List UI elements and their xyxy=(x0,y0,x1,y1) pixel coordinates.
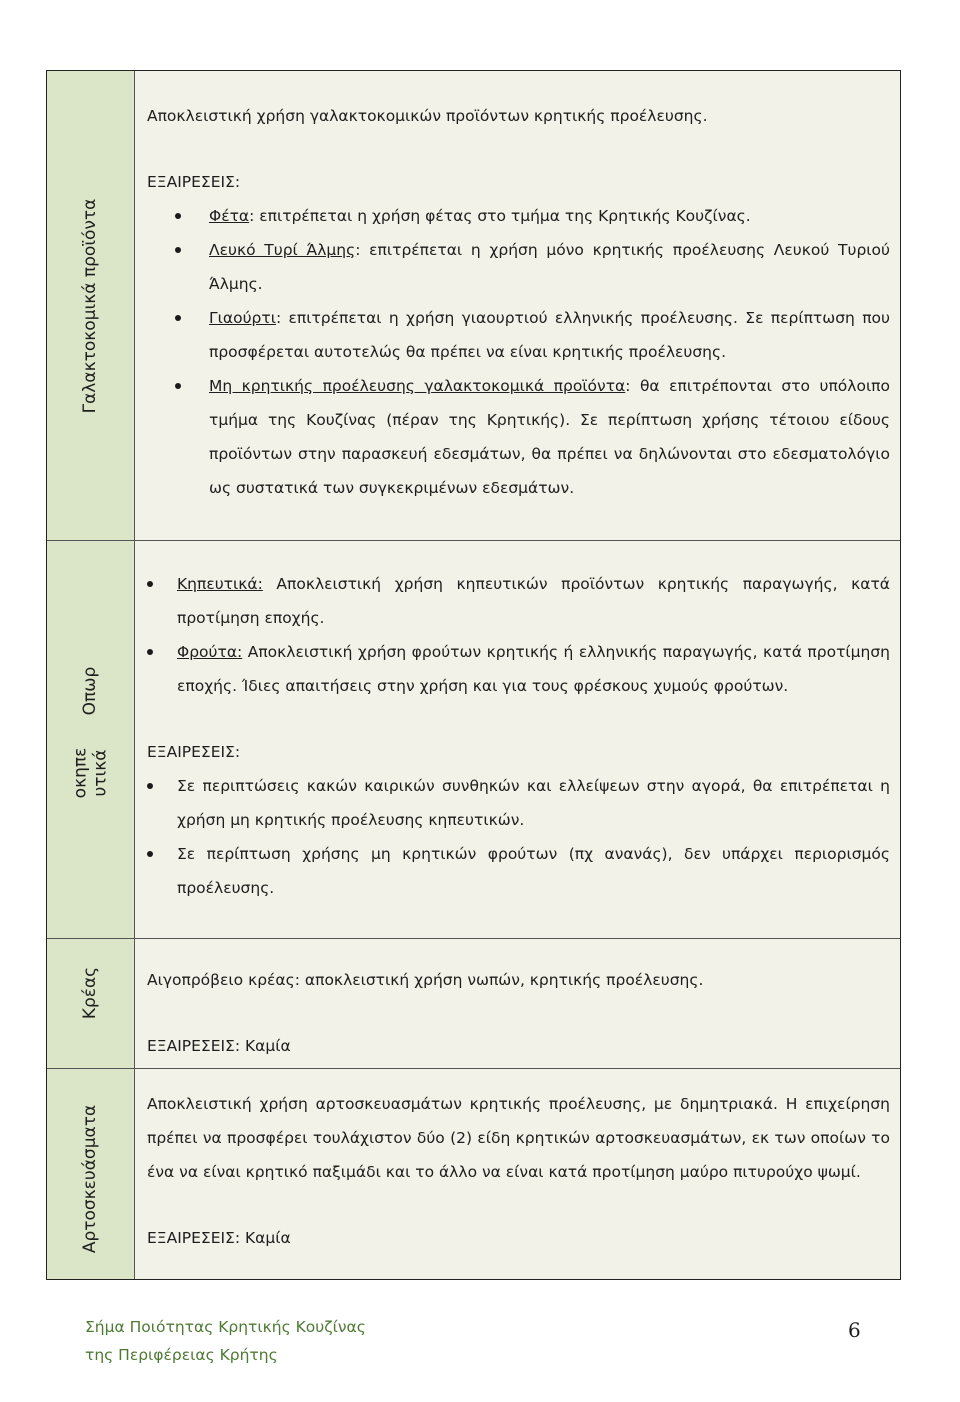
row-produce xyxy=(47,541,900,939)
list-item xyxy=(147,369,890,505)
page-number: 6 xyxy=(848,1318,861,1342)
quality-table xyxy=(46,70,901,1280)
dairy-items xyxy=(147,199,890,505)
produce-items xyxy=(147,567,890,703)
item-text: : επιτρέπεται η χρήση μόνο κρητικής προέλευσης Λευκού Τυριού Άλμης. xyxy=(209,241,890,293)
row-label-dairy: Γαλακτοκομικά προϊόντα xyxy=(79,198,100,413)
produce-exceptions xyxy=(147,769,890,905)
row-meat xyxy=(47,939,900,1069)
list-item: Σε περιπτώσεις κακών καιρικών συνθηκών και ελλείψεων στην αγορά, θα επιτρέπεται η χρήση μη κρητικής προέλευσης κηπευτικών. xyxy=(147,769,890,837)
row-content-bakery xyxy=(147,1087,890,1279)
row-label-bakery: Αρτοσκευάσματα xyxy=(79,1104,100,1254)
footer-title xyxy=(85,1313,366,1369)
list-item xyxy=(147,199,890,233)
row-content-dairy xyxy=(147,99,890,540)
row-label-meat: Κρέας xyxy=(79,966,100,1020)
dairy-intro: Αποκλειστική χρήση γαλακτοκομικών προϊόντων κρητικής προέλευσης. xyxy=(147,107,708,125)
item-term: Λευκό Τυρί Άλμης xyxy=(209,241,356,259)
row-label-cell xyxy=(47,939,135,1068)
meat-exceptions: ΕΞΑΙΡΕΣΕΙΣ: Καμία xyxy=(147,1037,291,1055)
item-term: Μη κρητικής προέλευσης γαλακτοκομικά προϊόντα xyxy=(209,377,626,395)
dairy-exceptions-heading: ΕΞΑΙΡΕΣΕΙΣ: xyxy=(147,173,241,191)
list-item xyxy=(147,635,890,703)
item-text: : επιτρέπεται η χρήση φέτας στο τμήμα της Κρητικής Κουζίνας. xyxy=(249,207,751,225)
bakery-exceptions: ΕΞΑΙΡΕΣΕΙΣ: Καμία xyxy=(147,1229,291,1247)
item-text: Αποκλειστική χρήση κηπευτικών προϊόντων κρητικής παραγωγής, κατά προτίμηση εποχής. xyxy=(177,575,890,627)
row-label-cell xyxy=(47,71,135,540)
item-text: : θα επιτρέπονται στο υπόλοιπο τμήμα της Κουζίνας (πέραν της Κρητικής). Σε περίπτωση χρήσης τέτοιου είδους προϊόντων στην παρασκευή εδεσμάτων, θα πρέπει να δηλώνονται στο εδεσματολόγιο ως συστατικά των συγκεκριμένων εδεσμάτων. xyxy=(209,377,891,497)
produce-exceptions-heading: ΕΞΑΙΡΕΣΕΙΣ: xyxy=(147,743,241,761)
row-label-produce-bottom: οκηπε υτικά xyxy=(69,747,110,799)
row-content-produce xyxy=(147,567,890,938)
row-label-cell xyxy=(47,1069,135,1279)
list-item xyxy=(147,567,890,635)
bakery-text: Αποκλειστική χρήση αρτοσκευασμάτων κρητικής προέλευσης, με δημητριακά. Η επιχείρηση πρέπει να προσφέρει τουλάχιστον δύο (2) είδη κρητικών αρτοσκευασμάτων, εκ των οποίων το ένα να είναι κρητικό παξιμάδι και το άλλο να είναι κατά προτίμηση μαύρο πιτυρούχο ψωμί. xyxy=(147,1095,890,1181)
row-content-meat xyxy=(147,963,890,1068)
meat-text: Αιγοπρόβειο κρέας: αποκλειστική χρήση νωπών, κρητικής προέλευσης. xyxy=(147,971,704,989)
list-item xyxy=(147,301,890,369)
row-dairy xyxy=(47,71,900,541)
row-label-produce-top: Οπωρ xyxy=(79,666,100,716)
list-item xyxy=(147,233,890,301)
item-term: Φέτα xyxy=(209,207,250,225)
item-term: Γιαούρτι xyxy=(209,309,276,327)
item-text: Αποκλειστική χρήση φρούτων κρητικής ή ελληνικής παραγωγής, κατά προτίμηση εποχής. Ίδιες απαιτήσεις στην χρήση και για τους φρέσκους χυμούς φρούτων. xyxy=(177,643,890,695)
item-text: : επιτρέπεται η χρήση γιαουρτιού ελληνικής προέλευσης. Σε περίπτωση που προσφέρεται αυτοτελώς θα πρέπει να είναι κρητικής προέλευσης. xyxy=(209,309,890,361)
footer-line-1: Σήμα Ποιότητας Κρητικής Κουζίνας xyxy=(85,1318,366,1336)
footer-line-2: της Περιφέρειας Κρήτης xyxy=(85,1346,278,1364)
item-term: Φρούτα: xyxy=(177,643,243,661)
row-label-cell xyxy=(47,541,135,938)
item-term: Κηπευτικά: xyxy=(177,575,263,593)
row-bakery xyxy=(47,1069,900,1279)
list-item: Σε περίπτωση χρήσης μη κρητικών φρούτων (πχ ανανάς), δεν υπάρχει περιορισμός προέλευσης. xyxy=(147,837,890,905)
